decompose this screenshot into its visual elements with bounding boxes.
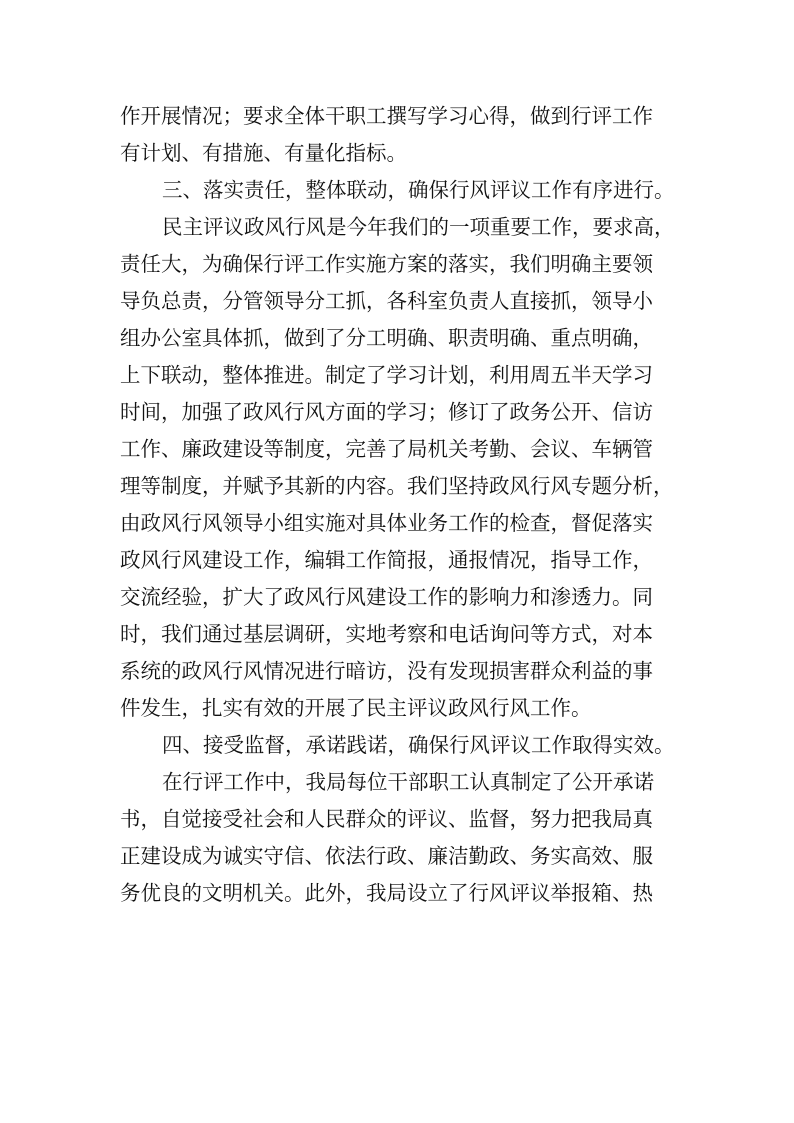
text-line-22: 务优良的文明机关。此外，我局设立了行风评议举报箱、热	[120, 881, 653, 905]
section-heading-3: 三、落实责任，整体联动，确保行风评议工作有序进行。	[162, 178, 675, 202]
text-line-20: 书，自觉接受社会和人民群众的评议、监督，努力把我局真	[120, 807, 653, 831]
text-line-6: 导负总责，分管领导分工抓，各科室负责人直接抓，领导小	[120, 289, 653, 313]
text-line-9: 时间，加强了政风行风方面的学习；修订了政务公开、信访	[120, 400, 653, 424]
text-line-10: 工作、廉政建设等制度，完善了局机关考勤、会议、车辆管	[120, 437, 653, 461]
paragraph-start-line-2: 在行评工作中，我局每位干部职工认真制定了公开承诺	[162, 770, 654, 794]
text-line-12: 由政风行风领导小组实施对具体业务工作的检查，督促落实	[120, 511, 653, 535]
text-line-11: 理等制度，并赋予其新的内容。我们坚持政风行风专题分析，	[120, 474, 674, 498]
text-line-21: 正建设成为诚实守信、依法行政、廉洁勤政、务实高效、服	[120, 844, 653, 868]
text-line-2: 有计划、有措施、有量化指标。	[120, 141, 407, 165]
text-line-16: 系统的政风行风情况进行暗访，没有发现损害群众利益的事	[120, 659, 653, 683]
text-line-5: 责任大，为确保行评工作实施方案的落实，我们明确主要领	[120, 252, 653, 276]
section-heading-4: 四、接受监督，承诺践诺，确保行风评议工作取得实效。	[162, 733, 675, 757]
text-line-14: 交流经验，扩大了政风行风建设工作的影响力和渗透力。同	[120, 585, 653, 609]
text-line-17: 件发生，扎实有效的开展了民主评议政风行风工作。	[120, 696, 592, 720]
paragraph-start-line: 民主评议政风行风是今年我们的一项重要工作，要求高，	[162, 215, 675, 239]
text-line-13: 政风行风建设工作，编辑工作简报，通报情况，指导工作，	[120, 548, 653, 572]
text-line-7: 组办公室具体抓，做到了分工明确、职责明确、重点明确，	[120, 326, 653, 350]
text-line-1: 作开展情况；要求全体干职工撰写学习心得，做到行评工作	[120, 104, 653, 128]
document-body-text	[120, 98, 680, 912]
text-line-8: 上下联动，整体推进。制定了学习计划，利用周五半天学习	[120, 363, 653, 387]
text-line-15: 时，我们通过基层调研，实地考察和电话询问等方式，对本	[120, 622, 653, 646]
